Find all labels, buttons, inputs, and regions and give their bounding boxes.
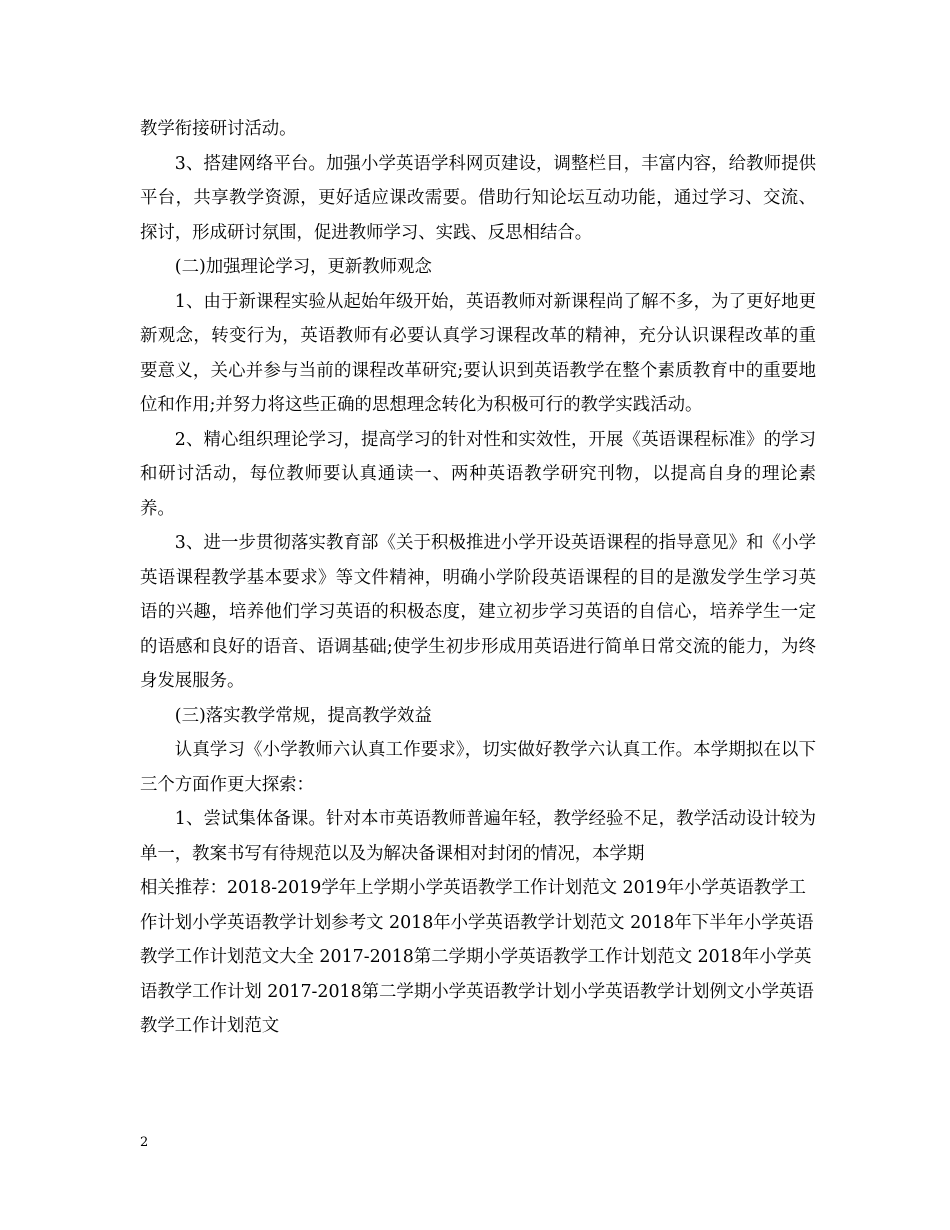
document-body <box>140 112 816 1044</box>
paragraph-six-requirements: 认真学习《小学教师六认真工作要求》，切实做好教学六认真工作。本学期拟在以下三个方面作更大探索： <box>140 740 816 795</box>
section-heading-teaching-routine: (三)落实教学常规，提高教学效益 <box>174 705 432 726</box>
related-recommendations: 相关推荐：2018-2019学年上学期小学英语教学工作计划范文 2019年小学英语教学工作计划小学英语教学计划参考文 2018年小学英语教学计划范文 2018年下半年小学英语教学工作计划范文大全 2017-2018第二学期小学英语教学工作计划范文 2018年小学英语教学工作计划 2017-2018第二学期小学英语教学计划小学英语教学计划例文小学英语教学工作计划范文 <box>140 878 814 1036</box>
section-heading-theory-study: (二)加强理论学习，更新教师观念 <box>174 257 432 277</box>
paragraph-network-platform: 3、搭建网络平台。加强小学英语学科网页建设，调整栏目，丰富内容，给教师提供平台，共享教学资源，更好适应课改需要。借助行知论坛互动功能，通过学习、交流、探讨，形成研讨氛围，促进教师学习、实践、反思相结合。 <box>140 153 816 243</box>
paragraph-theory-organization: 2、精心组织理论学习，提高学习的针对性和实效性，开展《英语课程标准》的学习和研讨活动，每位教师要认真通读一、两种英语教学研究刊物，以提高自身的理论素养。 <box>140 429 816 519</box>
paragraph-continuation: 教学衔接研讨活动。 <box>140 119 297 139</box>
paragraph-collective-lesson-prep: 1、尝试集体备课。针对本市英语教师普遍年轻，教学经验不足，教学活动设计较为单一，教案书写有待规范以及为解决备课相对封闭的情况，本学期 <box>140 809 816 864</box>
paragraph-new-curriculum: 1、由于新课程实验从起始年级开始，英语教师对新课程尚了解不多，为了更好地更新观念，转变行为，英语教师有必要认真学习课程改革的精神，充分认识课程改革的重要意义，关心并参与当前的课程改革研究;要认识到英语教学在整个素质教育中的重要地位和作用;并努力将这些正确的思想理念转化为积极可行的教学实践活动。 <box>140 291 816 415</box>
paragraph-policy-implementation: 3、进一步贯彻落实教育部《关于积极推进小学开设英语课程的指导意见》和《小学英语课程教学基本要求》等文件精神，明确小学阶段英语课程的目的是激发学生学习英语的兴趣，培养他们学习英语的积极态度，建立初步学习英语的自信心，培养学生一定的语感和良好的语音、语调基础;使学生初步形成用英语进行简单日常交流的能力，为终身发展服务。 <box>140 533 816 691</box>
page-number: 2 <box>140 1135 149 1150</box>
